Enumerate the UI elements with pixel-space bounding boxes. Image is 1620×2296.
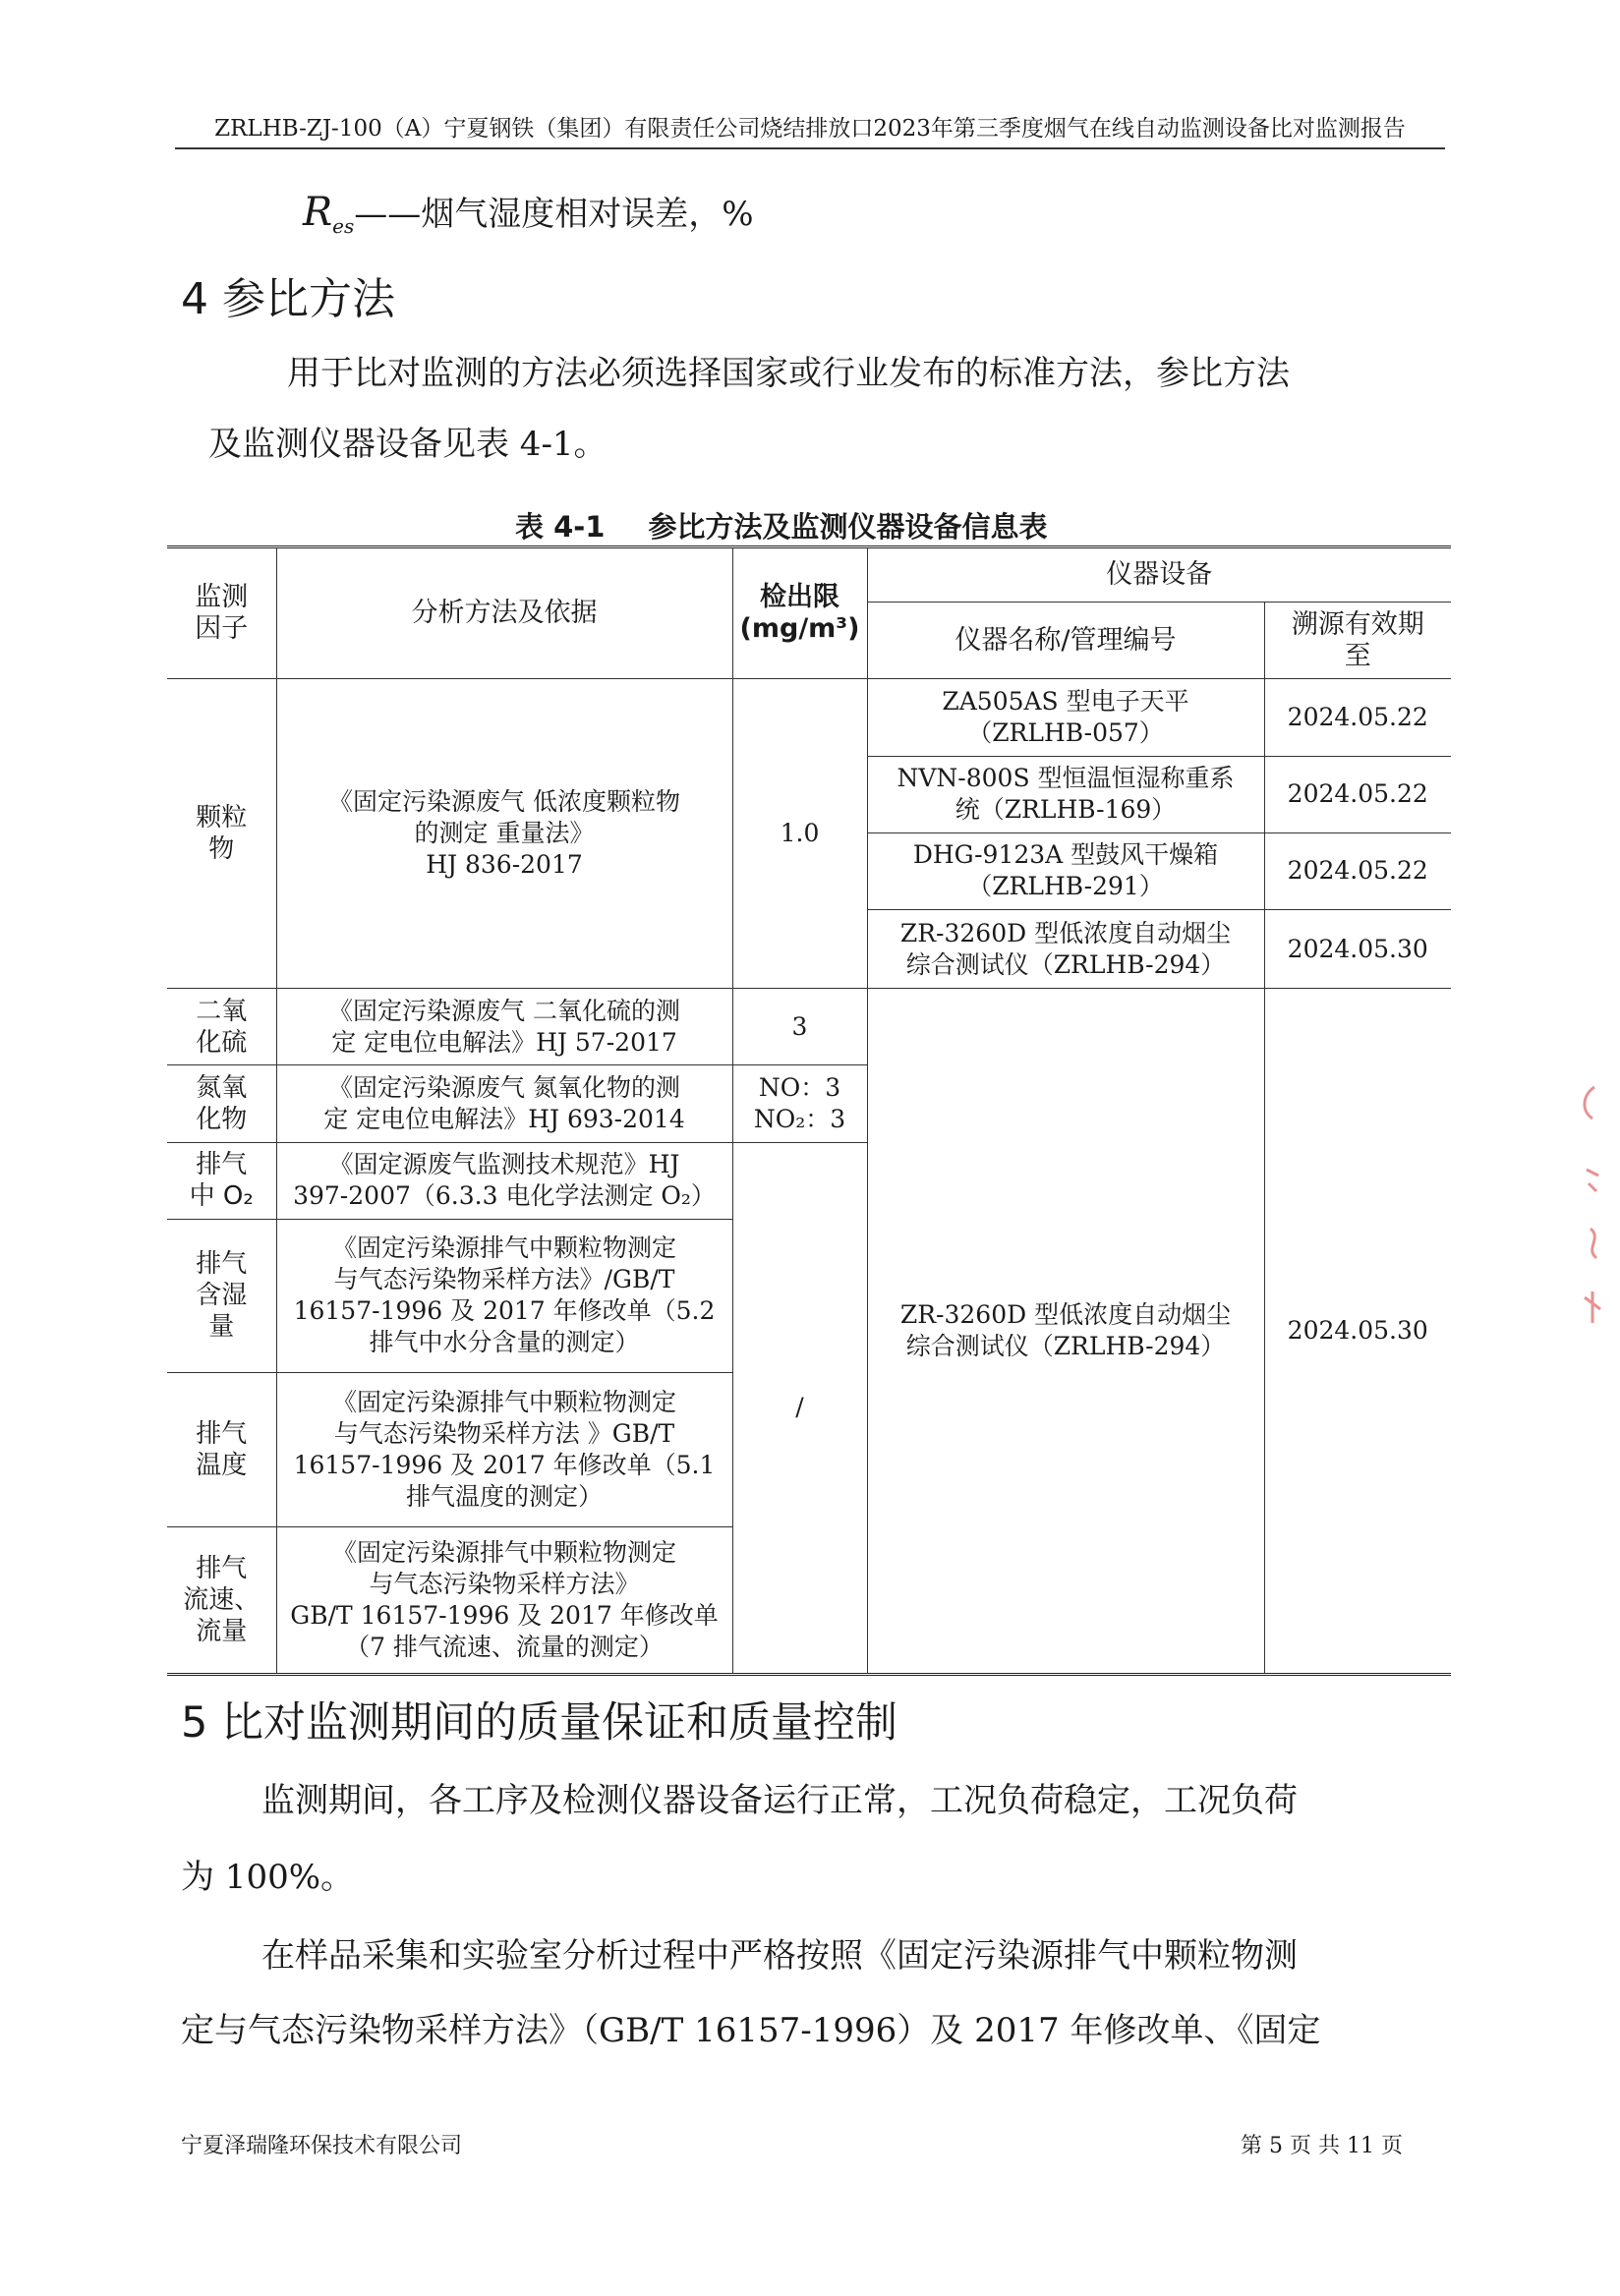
section-5-para2-line1: 在样品采集和实验室分析过程中严格按照《固定污染源排气中颗粒物测 (261, 1936, 1298, 1976)
instrument-valid: 2024.05.30 (1264, 909, 1451, 988)
definition-text: ——烟气湿度相对误差，% (354, 195, 754, 234)
factor-flow: 排气 流速、 流量 (167, 1526, 276, 1674)
section-5-para1-line1: 监测期间，各工序及检测仪器设备运行正常，工况负荷稳定，工况负荷 (261, 1781, 1298, 1820)
table-header-row (167, 547, 1451, 603)
limit-particulate: 1.0 (732, 679, 867, 989)
factor-particulate: 颗粒 物 (167, 679, 276, 989)
header-factor: 监测 因子 (167, 547, 276, 679)
instrument-name: ZR-3260D 型低浓度自动烟尘 综合测试仪（ZRLHB-294） (867, 909, 1264, 988)
symbol-r: R (303, 190, 333, 235)
limit-slash: / (732, 1142, 867, 1674)
footer-company: 宁夏泽瑞隆环保技术有限公司 (181, 2134, 463, 2158)
header-limit: 检出限 (mg/m³) (732, 547, 867, 679)
limit-nox: NO：3 NO₂：3 (732, 1065, 867, 1142)
table-row (167, 679, 1451, 756)
section-5-para2-line2: 定与气态污染物采样方法》（GB/T 16157-1996）及 2017 年修改单、《固定 (181, 2011, 1321, 2050)
method-particulate: 《固定污染源废气 低浓度颗粒物 的测定 重量法》 HJ 836-2017 (276, 679, 732, 989)
instrument-name: ZA505AS 型电子天平 （ZRLHB-057） (867, 679, 1264, 756)
section-4-para-line1: 用于比对监测的方法必须选择国家或行业发布的标准方法，参比方法 (287, 354, 1290, 393)
method-so2: 《固定污染源废气 二氧化硫的测 定 定电位电解法》HJ 57-2017 (276, 989, 732, 1065)
header-instrument-group: 仪器设备 (867, 547, 1451, 603)
table-row (167, 989, 1451, 1065)
section-4-para-line2: 及监测仪器设备见表 4-1。 (208, 425, 608, 464)
factor-nox: 氮氧 化物 (167, 1065, 276, 1142)
method-flow: 《固定污染源排气中颗粒物测定 与气态污染物采样方法》 GB/T 16157-1996 及 2017 年修改单 （7 排气流速、流量的测定） (276, 1526, 732, 1674)
header-rule (175, 147, 1445, 149)
instrument-valid: 2024.05.22 (1264, 756, 1451, 832)
method-o2: 《固定源废气监测技术规范》HJ 397-2007（6.3.3 电化学法测定 O₂） (276, 1142, 732, 1219)
method-temperature: 《固定污染源排气中颗粒物测定 与气态污染物采样方法 》GB/T 16157-1996 及 2017 年修改单（5.1 排气温度的测定） (276, 1373, 732, 1526)
symbol-subscript: es (332, 214, 355, 238)
header-method: 分析方法及依据 (276, 547, 732, 679)
table-caption-number: 表 4-1 (515, 510, 606, 544)
factor-moisture: 排气 含湿 量 (167, 1219, 276, 1372)
reference-method-table (167, 545, 1451, 1676)
factor-temperature: 排气 温度 (167, 1373, 276, 1526)
section-4-heading: 4 参比方法 (181, 274, 395, 324)
factor-o2: 排气 中 O₂ (167, 1142, 276, 1219)
header-instrument-name: 仪器名称/管理编号 (867, 603, 1264, 679)
instrument-valid: 2024.05.22 (1264, 832, 1451, 909)
definition-line (303, 190, 754, 246)
instrument-name: NVN-800S 型恒温恒湿称重系 统（ZRLHB-169） (867, 756, 1264, 832)
instrument-name: DHG-9123A 型鼓风干燥箱 （ZRLHB-291） (867, 832, 1264, 909)
table-caption (515, 505, 1048, 545)
section-5-heading: 5 比对监测期间的质量保证和质量控制 (181, 1698, 898, 1748)
instrument-name-gas: ZR-3260D 型低浓度自动烟尘 综合测试仪（ZRLHB-294） (867, 989, 1264, 1675)
seal-stamp-fragment (1573, 1081, 1612, 1337)
instrument-valid: 2024.05.22 (1264, 679, 1451, 756)
factor-so2: 二氧 化硫 (167, 989, 276, 1065)
page-header: ZRLHB-ZJ-100（A）宁夏钢铁（集团）有限责任公司烧结排放口2023年第三季度烟气在线自动监测设备比对监测报告 (214, 116, 1406, 142)
footer-page-number: 第 5 页 共 11 页 (1241, 2134, 1403, 2158)
limit-so2: 3 (732, 989, 867, 1065)
method-moisture: 《固定污染源排气中颗粒物测定 与气态污染物采样方法》/GB/T 16157-1996 及 2017 年修改单（5.2 排气中水分含量的测定） (276, 1219, 732, 1372)
method-nox: 《固定污染源废气 氮氧化物的测 定 定电位电解法》HJ 693-2014 (276, 1065, 732, 1142)
table-caption-text: 参比方法及监测仪器设备信息表 (648, 510, 1048, 544)
section-5-para1-line2: 为 100%。 (181, 1858, 355, 1897)
instrument-valid-gas: 2024.05.30 (1264, 989, 1451, 1675)
header-valid-until: 溯源有效期 至 (1264, 603, 1451, 679)
